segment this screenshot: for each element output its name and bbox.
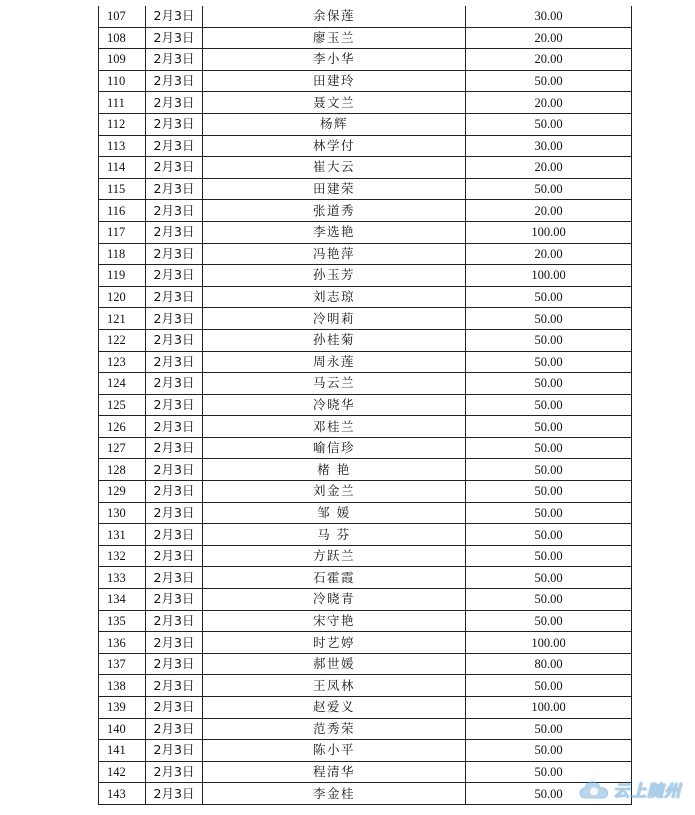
row-number: 125 [99, 394, 146, 416]
table-row [99, 394, 632, 416]
row-amount: 50.00 [466, 286, 632, 308]
table-row [99, 92, 632, 114]
table-row [99, 178, 632, 200]
table-row [99, 675, 632, 697]
row-amount: 50.00 [466, 70, 632, 92]
row-name: 余保莲 [203, 6, 466, 27]
row-date: 2月3日 [146, 783, 203, 805]
row-amount: 50.00 [466, 524, 632, 546]
row-name: 崔大云 [203, 157, 466, 179]
row-date: 2月3日 [146, 697, 203, 719]
row-date: 2月3日 [146, 221, 203, 243]
row-date: 2月3日 [146, 459, 203, 481]
row-name: 赵爱义 [203, 697, 466, 719]
table-row [99, 157, 632, 179]
cloud-logo-icon [579, 779, 609, 801]
table-row [99, 221, 632, 243]
row-number: 108 [99, 27, 146, 49]
row-date: 2月3日 [146, 70, 203, 92]
row-amount: 20.00 [466, 200, 632, 222]
row-number: 131 [99, 524, 146, 546]
row-date: 2月3日 [146, 373, 203, 395]
row-name: 喻信珍 [203, 437, 466, 459]
row-date: 2月3日 [146, 610, 203, 632]
row-number: 122 [99, 329, 146, 351]
row-name: 刘志琼 [203, 286, 466, 308]
table-row [99, 437, 632, 459]
row-amount: 20.00 [466, 243, 632, 265]
table-row [99, 459, 632, 481]
row-name: 楮 艳 [203, 459, 466, 481]
row-name: 马云兰 [203, 373, 466, 395]
row-date: 2月3日 [146, 524, 203, 546]
row-amount: 50.00 [466, 545, 632, 567]
row-date: 2月3日 [146, 27, 203, 49]
row-number: 123 [99, 351, 146, 373]
row-date: 2月3日 [146, 157, 203, 179]
row-name: 宋守艳 [203, 610, 466, 632]
table-row [99, 286, 632, 308]
row-number: 135 [99, 610, 146, 632]
row-name: 杨辉 [203, 113, 466, 135]
row-amount: 50.00 [466, 502, 632, 524]
row-name: 聂文兰 [203, 92, 466, 114]
row-number: 111 [99, 92, 146, 114]
row-amount: 100.00 [466, 632, 632, 654]
row-amount: 20.00 [466, 49, 632, 71]
row-date: 2月3日 [146, 200, 203, 222]
row-date: 2月3日 [146, 135, 203, 157]
row-amount: 50.00 [466, 675, 632, 697]
table-row [99, 761, 632, 783]
row-number: 110 [99, 70, 146, 92]
table-row [99, 524, 632, 546]
row-date: 2月3日 [146, 632, 203, 654]
donation-table [98, 6, 632, 805]
row-date: 2月3日 [146, 243, 203, 265]
row-name: 冯艳萍 [203, 243, 466, 265]
row-amount: 50.00 [466, 178, 632, 200]
row-number: 124 [99, 373, 146, 395]
row-amount: 50.00 [466, 761, 632, 783]
row-amount: 80.00 [466, 653, 632, 675]
row-number: 119 [99, 265, 146, 287]
watermark [579, 778, 681, 801]
table-row [99, 567, 632, 589]
row-number: 126 [99, 416, 146, 438]
row-amount: 50.00 [466, 718, 632, 740]
row-amount: 50.00 [466, 481, 632, 503]
row-name: 石霍霞 [203, 567, 466, 589]
row-number: 143 [99, 783, 146, 805]
row-number: 133 [99, 567, 146, 589]
row-name: 刘金兰 [203, 481, 466, 503]
row-amount: 20.00 [466, 27, 632, 49]
row-number: 113 [99, 135, 146, 157]
row-name: 邓桂兰 [203, 416, 466, 438]
row-number: 134 [99, 589, 146, 611]
row-name: 田建荣 [203, 178, 466, 200]
table-row [99, 697, 632, 719]
table-row [99, 481, 632, 503]
row-date: 2月3日 [146, 567, 203, 589]
table-row [99, 589, 632, 611]
row-date: 2月3日 [146, 437, 203, 459]
row-name: 冷明莉 [203, 308, 466, 330]
row-name: 陈小平 [203, 740, 466, 762]
table-row [99, 740, 632, 762]
table-row [99, 632, 632, 654]
row-amount: 50.00 [466, 589, 632, 611]
table-row [99, 545, 632, 567]
row-amount: 20.00 [466, 157, 632, 179]
row-name: 马 芬 [203, 524, 466, 546]
row-date: 2月3日 [146, 6, 203, 27]
row-date: 2月3日 [146, 502, 203, 524]
row-name: 田建玲 [203, 70, 466, 92]
row-date: 2月3日 [146, 92, 203, 114]
row-name: 李金桂 [203, 783, 466, 805]
row-date: 2月3日 [146, 329, 203, 351]
row-date: 2月3日 [146, 113, 203, 135]
row-date: 2月3日 [146, 653, 203, 675]
row-name: 李选艳 [203, 221, 466, 243]
row-amount: 30.00 [466, 135, 632, 157]
table-row [99, 6, 632, 27]
row-amount: 50.00 [466, 459, 632, 481]
row-date: 2月3日 [146, 286, 203, 308]
row-name: 周永莲 [203, 351, 466, 373]
row-number: 137 [99, 653, 146, 675]
table-row [99, 502, 632, 524]
row-name: 孙玉芳 [203, 265, 466, 287]
row-name: 冷晓华 [203, 394, 466, 416]
row-date: 2月3日 [146, 394, 203, 416]
table-row [99, 329, 632, 351]
row-number: 139 [99, 697, 146, 719]
table-row [99, 308, 632, 330]
row-amount: 50.00 [466, 567, 632, 589]
table-body [99, 6, 632, 804]
row-amount: 50.00 [466, 610, 632, 632]
row-amount: 100.00 [466, 221, 632, 243]
row-amount: 100.00 [466, 265, 632, 287]
row-number: 140 [99, 718, 146, 740]
row-name: 孙桂菊 [203, 329, 466, 351]
table-row [99, 373, 632, 395]
row-name: 李小华 [203, 49, 466, 71]
row-amount: 50.00 [466, 351, 632, 373]
watermark-text: 云上随州 [612, 781, 681, 800]
row-date: 2月3日 [146, 265, 203, 287]
row-number: 112 [99, 113, 146, 135]
row-number: 127 [99, 437, 146, 459]
table-row [99, 243, 632, 265]
row-amount: 50.00 [466, 416, 632, 438]
table-row [99, 351, 632, 373]
row-amount: 50.00 [466, 437, 632, 459]
row-number: 117 [99, 221, 146, 243]
row-name: 郝世媛 [203, 653, 466, 675]
row-number: 130 [99, 502, 146, 524]
row-name: 冷晓青 [203, 589, 466, 611]
table-row [99, 718, 632, 740]
row-number: 116 [99, 200, 146, 222]
row-number: 121 [99, 308, 146, 330]
row-date: 2月3日 [146, 49, 203, 71]
row-number: 141 [99, 740, 146, 762]
row-number: 136 [99, 632, 146, 654]
table-row [99, 113, 632, 135]
row-amount: 50.00 [466, 740, 632, 762]
row-number: 114 [99, 157, 146, 179]
row-number: 120 [99, 286, 146, 308]
table-row [99, 416, 632, 438]
row-date: 2月3日 [146, 178, 203, 200]
row-date: 2月3日 [146, 308, 203, 330]
row-date: 2月3日 [146, 718, 203, 740]
row-date: 2月3日 [146, 761, 203, 783]
row-number: 129 [99, 481, 146, 503]
table-row [99, 200, 632, 222]
row-number: 132 [99, 545, 146, 567]
row-name: 范秀荣 [203, 718, 466, 740]
table-row [99, 135, 632, 157]
table-row [99, 610, 632, 632]
row-number: 138 [99, 675, 146, 697]
row-amount: 50.00 [466, 329, 632, 351]
row-amount: 50.00 [466, 783, 632, 805]
row-amount: 50.00 [466, 373, 632, 395]
row-name: 林学付 [203, 135, 466, 157]
row-amount: 50.00 [466, 113, 632, 135]
table-row [99, 653, 632, 675]
row-name: 王凤林 [203, 675, 466, 697]
row-number: 109 [99, 49, 146, 71]
table-row [99, 265, 632, 287]
row-number: 128 [99, 459, 146, 481]
row-date: 2月3日 [146, 481, 203, 503]
row-date: 2月3日 [146, 589, 203, 611]
row-amount: 30.00 [466, 6, 632, 27]
table-row [99, 27, 632, 49]
row-name: 时艺婷 [203, 632, 466, 654]
row-date: 2月3日 [146, 740, 203, 762]
row-date: 2月3日 [146, 351, 203, 373]
table-row [99, 49, 632, 71]
row-number: 107 [99, 6, 146, 27]
row-amount: 100.00 [466, 697, 632, 719]
row-name: 程清华 [203, 761, 466, 783]
row-date: 2月3日 [146, 675, 203, 697]
row-amount: 50.00 [466, 394, 632, 416]
table-row [99, 783, 632, 805]
table-row [99, 70, 632, 92]
row-number: 115 [99, 178, 146, 200]
row-number: 142 [99, 761, 146, 783]
row-amount: 20.00 [466, 92, 632, 114]
row-name: 邹 媛 [203, 502, 466, 524]
row-name: 张道秀 [203, 200, 466, 222]
row-date: 2月3日 [146, 545, 203, 567]
row-name: 廖玉兰 [203, 27, 466, 49]
row-number: 118 [99, 243, 146, 265]
row-date: 2月3日 [146, 416, 203, 438]
row-amount: 50.00 [466, 308, 632, 330]
row-name: 方跃兰 [203, 545, 466, 567]
